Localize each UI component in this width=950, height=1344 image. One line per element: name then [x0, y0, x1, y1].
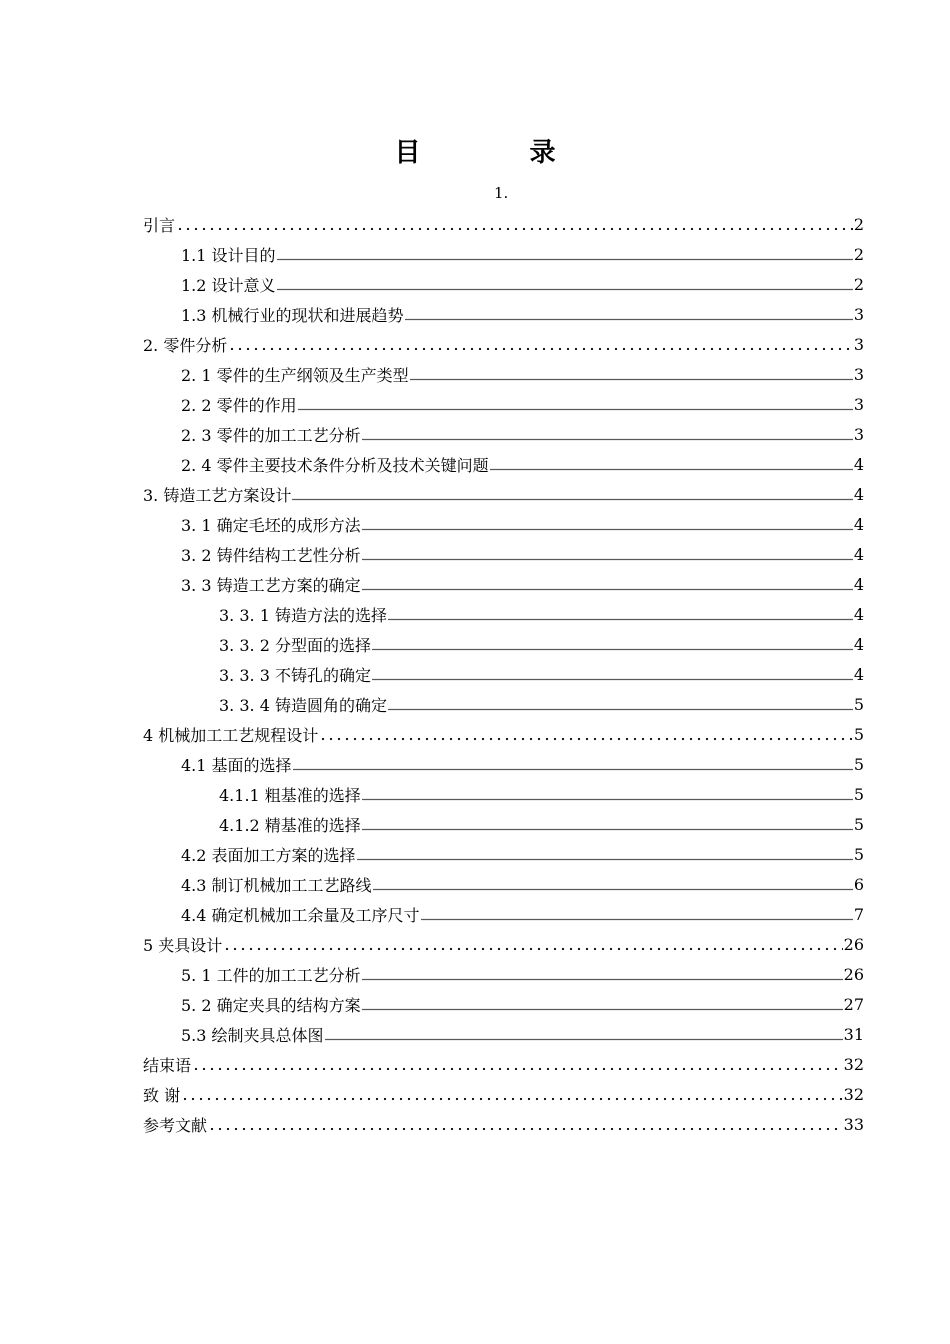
toc-entry-label: 3. 铸造工艺方案设计	[143, 485, 292, 505]
toc-entry[interactable]	[143, 1079, 864, 1109]
toc-dot-leader	[176, 217, 853, 231]
toc-entry-label: 2. 2 零件的作用	[181, 395, 297, 415]
toc-entry[interactable]	[143, 539, 864, 569]
toc-dot-leader	[362, 997, 843, 1011]
toc-entry-label: 3. 2 铸件结构工艺性分析	[181, 545, 361, 565]
table-of-contents	[143, 209, 864, 1139]
toc-entry-label: 3. 3 铸造工艺方案的确定	[181, 575, 361, 595]
toc-entry[interactable]	[143, 329, 864, 359]
toc-entry-page-number: 32	[843, 1084, 864, 1104]
toc-entry[interactable]	[143, 629, 864, 659]
toc-entry[interactable]	[143, 569, 864, 599]
toc-dot-leader	[325, 1027, 843, 1041]
toc-entry-page-number: 5	[853, 724, 864, 744]
toc-entry-page-number: 4	[853, 634, 864, 654]
toc-entry-page-number: 2	[853, 244, 864, 264]
toc-dot-leader	[192, 1057, 843, 1071]
toc-entry-label: 4.3 制订机械加工工艺路线	[181, 875, 372, 895]
toc-entry-label: 5. 2 确定夹具的结构方案	[181, 995, 361, 1015]
toc-dot-leader	[362, 577, 853, 591]
toc-entry-page-number: 3	[853, 424, 864, 444]
toc-entry-label: 5 夹具设计	[143, 935, 223, 955]
toc-dot-leader	[405, 307, 853, 321]
toc-entry-page-number: 2	[853, 274, 864, 294]
toc-entry-page-number: 2	[853, 214, 864, 234]
toc-dot-leader	[388, 607, 853, 621]
toc-entry-page-number: 4	[853, 454, 864, 474]
toc-entry-page-number: 3	[853, 334, 864, 354]
toc-entry[interactable]	[143, 869, 864, 899]
toc-dot-leader	[362, 787, 853, 801]
toc-dot-leader	[362, 817, 853, 831]
toc-dot-leader	[228, 337, 852, 351]
toc-dot-leader	[277, 247, 853, 261]
toc-dot-leader	[292, 487, 852, 501]
toc-entry-page-number: 4	[853, 484, 864, 504]
toc-entry-page-number: 33	[843, 1114, 864, 1134]
toc-dot-leader	[410, 367, 853, 381]
toc-entry-label: 2. 3 零件的加工工艺分析	[181, 425, 361, 445]
toc-entry[interactable]	[143, 809, 864, 839]
toc-entry-page-number: 6	[853, 874, 864, 894]
toc-entry-label: 4.4 确定机械加工余量及工序尺寸	[181, 905, 420, 925]
toc-entry-label: 致 谢	[143, 1085, 181, 1105]
toc-dot-leader	[277, 277, 853, 291]
toc-entry-page-number: 4	[853, 574, 864, 594]
toc-entry[interactable]	[143, 1019, 864, 1049]
toc-entry-page-number: 31	[843, 1024, 864, 1044]
toc-entry-page-number: 5	[853, 844, 864, 864]
toc-dot-leader	[372, 667, 853, 681]
toc-entry[interactable]	[143, 839, 864, 869]
toc-entry[interactable]	[143, 779, 864, 809]
toc-entry[interactable]	[143, 509, 864, 539]
toc-entry-page-number: 4	[853, 544, 864, 564]
toc-entry-page-number: 5	[853, 694, 864, 714]
toc-entry[interactable]	[143, 479, 864, 509]
toc-entry-label: 引言	[143, 215, 176, 235]
toc-entry[interactable]	[143, 209, 864, 239]
toc-entry[interactable]	[143, 689, 864, 719]
toc-entry-label: 3. 1 确定毛坯的成形方法	[181, 515, 361, 535]
toc-entry-label: 3. 3. 3 不铸孔的确定	[219, 665, 371, 685]
toc-dot-leader	[357, 847, 853, 861]
toc-entry-label: 4 机械加工工艺规程设计	[143, 725, 319, 745]
toc-dot-leader	[319, 727, 853, 741]
toc-dot-leader	[388, 697, 853, 711]
toc-entry-page-number: 26	[843, 934, 864, 954]
toc-entry-label: 3. 3. 4 铸造圆角的确定	[219, 695, 387, 715]
toc-entry-label: 5. 1 工件的加工工艺分析	[181, 965, 361, 985]
toc-lead-number: 1.	[494, 184, 509, 202]
toc-dot-leader	[373, 877, 853, 891]
toc-entry[interactable]	[143, 269, 864, 299]
toc-entry-label: 1.1 设计目的	[181, 245, 276, 265]
toc-entry-page-number: 3	[853, 304, 864, 324]
toc-entry-page-number: 32	[843, 1054, 864, 1074]
toc-entry-page-number: 7	[853, 904, 864, 924]
toc-entry[interactable]	[143, 719, 864, 749]
toc-entry[interactable]	[143, 749, 864, 779]
toc-dot-leader	[208, 1117, 843, 1131]
toc-entry-label: 4.2 表面加工方案的选择	[181, 845, 356, 865]
toc-entry-page-number: 26	[843, 964, 864, 984]
toc-dot-leader	[362, 967, 843, 981]
toc-dot-leader	[223, 937, 842, 951]
toc-entry-page-number: 3	[853, 364, 864, 384]
toc-entry[interactable]	[143, 299, 864, 329]
toc-entry-label: 1.3 机械行业的现状和进展趋势	[181, 305, 404, 325]
toc-entry[interactable]	[143, 659, 864, 689]
toc-entry-page-number: 4	[853, 514, 864, 534]
toc-dot-leader	[362, 517, 853, 531]
toc-dot-leader	[293, 757, 853, 771]
toc-dot-leader	[362, 547, 853, 561]
toc-entry[interactable]	[143, 959, 864, 989]
toc-dot-leader	[362, 427, 853, 441]
toc-entry[interactable]	[143, 359, 864, 389]
toc-entry-label: 1.2 设计意义	[181, 275, 276, 295]
toc-entry[interactable]	[143, 449, 864, 479]
toc-entry-label: 5.3 绘制夹具总体图	[181, 1025, 324, 1045]
toc-entry-label: 3. 3. 2 分型面的选择	[219, 635, 371, 655]
toc-entry[interactable]	[143, 389, 864, 419]
toc-entry[interactable]	[143, 989, 864, 1019]
toc-entry-page-number: 4	[853, 664, 864, 684]
toc-entry[interactable]	[143, 1109, 864, 1139]
toc-entry-page-number: 5	[853, 754, 864, 774]
toc-entry[interactable]	[143, 929, 864, 959]
toc-entry-page-number: 5	[853, 784, 864, 804]
toc-entry-label: 2. 1 零件的生产纲领及生产类型	[181, 365, 409, 385]
toc-entry-page-number: 4	[853, 604, 864, 624]
toc-entry-page-number: 3	[853, 394, 864, 414]
toc-entry-label: 参考文献	[143, 1115, 208, 1135]
toc-entry[interactable]	[143, 419, 864, 449]
toc-dot-leader	[421, 907, 853, 921]
toc-entry[interactable]	[143, 899, 864, 929]
toc-entry-label: 2. 4 零件主要技术条件分析及技术关键问题	[181, 455, 489, 475]
toc-dot-leader	[490, 457, 853, 471]
toc-entry-label: 4.1.2 精基准的选择	[219, 815, 361, 835]
toc-dot-leader	[372, 637, 853, 651]
toc-entry-label: 2. 零件分析	[143, 335, 228, 355]
toc-entry-label: 结束语	[143, 1055, 192, 1075]
toc-entry-label: 4.1.1 粗基准的选择	[219, 785, 361, 805]
toc-entry-page-number: 5	[853, 814, 864, 834]
toc-entry[interactable]	[143, 599, 864, 629]
toc-entry[interactable]	[143, 239, 864, 269]
toc-entry-label: 3. 3. 1 铸造方法的选择	[219, 605, 387, 625]
toc-entry-label: 4.1 基面的选择	[181, 755, 292, 775]
toc-entry-page-number: 27	[843, 994, 864, 1014]
toc-title: 目 录	[394, 138, 606, 168]
toc-dot-leader	[298, 397, 853, 411]
toc-entry[interactable]	[143, 1049, 864, 1079]
toc-dot-leader	[181, 1087, 843, 1101]
